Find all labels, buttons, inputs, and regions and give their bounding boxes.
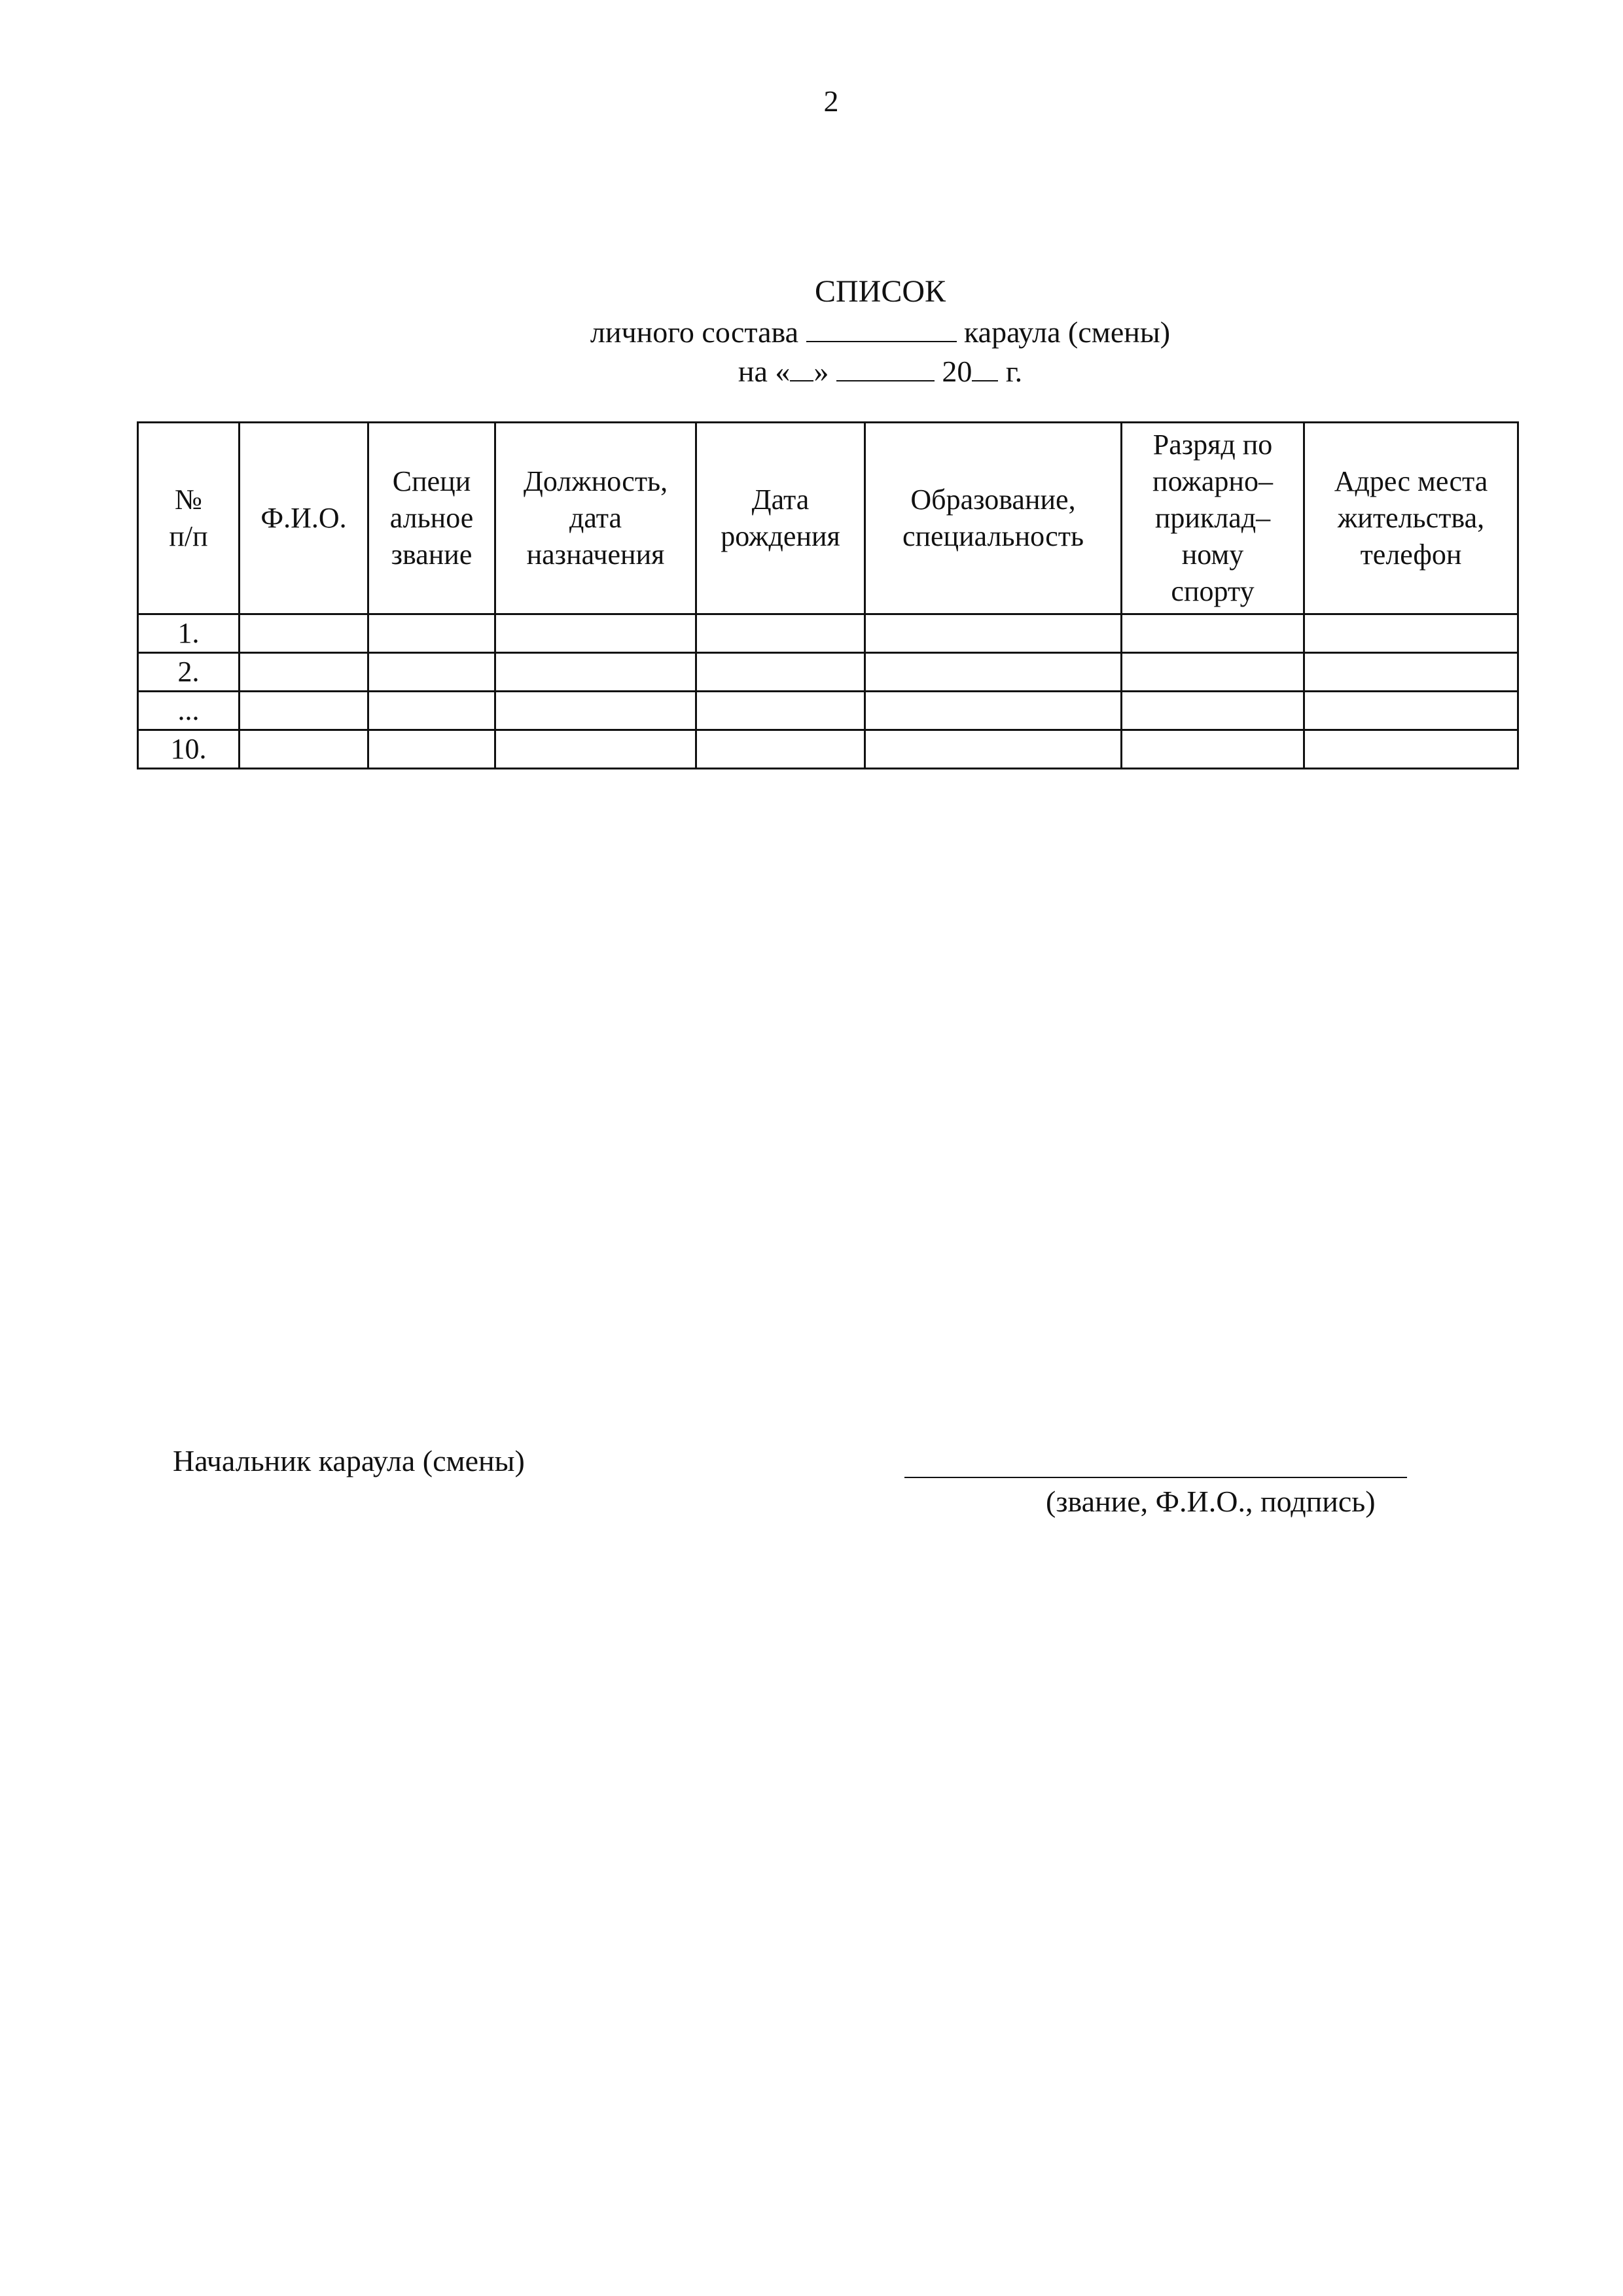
table-cell (865, 614, 1122, 653)
day-blank-line (790, 380, 813, 381)
unit-blank-line (806, 340, 957, 342)
table-header-row (138, 423, 1518, 614)
signature-line (904, 1477, 1407, 1478)
row-number-cell: 2. (138, 653, 240, 692)
table-row (138, 614, 1518, 653)
table-cell (1304, 653, 1518, 692)
date-prefix: на « (738, 355, 791, 388)
table-row (138, 692, 1518, 730)
table-cell (1122, 692, 1304, 730)
table-cell (1122, 653, 1304, 692)
document-title-block (0, 271, 1623, 391)
column-header: № п/п (138, 423, 240, 614)
title-unit-suffix: караула (смены) (964, 315, 1171, 349)
column-header: Должность, дата назначения (495, 423, 696, 614)
table-cell (495, 730, 696, 769)
signature-caption: (звание, Ф.И.О., подпись) (1046, 1485, 1376, 1518)
table-cell (1304, 614, 1518, 653)
title-line-date (0, 352, 1623, 391)
chief-label: Начальник караула (смены) (173, 1444, 525, 1477)
table-row (138, 653, 1518, 692)
table-cell (696, 614, 865, 653)
table-cell (240, 614, 368, 653)
table-cell (696, 730, 865, 769)
year-blank-line (972, 380, 998, 381)
table-cell (368, 614, 495, 653)
date-quote-close: » (813, 355, 829, 388)
table-cell (696, 653, 865, 692)
table-cell (495, 653, 696, 692)
row-number-cell: 1. (138, 614, 240, 653)
table-cell (1304, 692, 1518, 730)
month-blank-line (836, 380, 935, 381)
column-header: Адрес места жительства, телефон (1304, 423, 1518, 614)
table-cell (368, 692, 495, 730)
table-cell (1304, 730, 1518, 769)
column-header: Разряд по пожарно– приклад– ному спорту (1122, 423, 1304, 614)
row-number-cell: ... (138, 692, 240, 730)
table-cell (495, 614, 696, 653)
personnel-roster-table (137, 421, 1519, 769)
document-title: СПИСОК (814, 274, 946, 309)
table-cell (368, 653, 495, 692)
table-cell (240, 653, 368, 692)
column-header: Ф.И.О. (240, 423, 368, 614)
table-cell (495, 692, 696, 730)
table-row (138, 730, 1518, 769)
table-cell (368, 730, 495, 769)
table-cell (1122, 730, 1304, 769)
table-cell (240, 692, 368, 730)
column-header: Образование, специальность (865, 423, 1122, 614)
table-body (138, 614, 1518, 769)
table-cell (865, 692, 1122, 730)
date-year-suffix: г. (1005, 355, 1023, 388)
title-line-unit (0, 313, 1623, 352)
column-header: Специ альное звание (368, 423, 495, 614)
row-number-cell: 10. (138, 730, 240, 769)
column-header: Дата рождения (696, 423, 865, 614)
table-cell (865, 653, 1122, 692)
table-cell (240, 730, 368, 769)
table-cell (865, 730, 1122, 769)
table-cell (1122, 614, 1304, 653)
page-number: 2 (823, 84, 839, 118)
title-unit-prefix: личного состава (590, 315, 799, 349)
table-cell (696, 692, 865, 730)
date-year-prefix: 20 (942, 355, 972, 388)
